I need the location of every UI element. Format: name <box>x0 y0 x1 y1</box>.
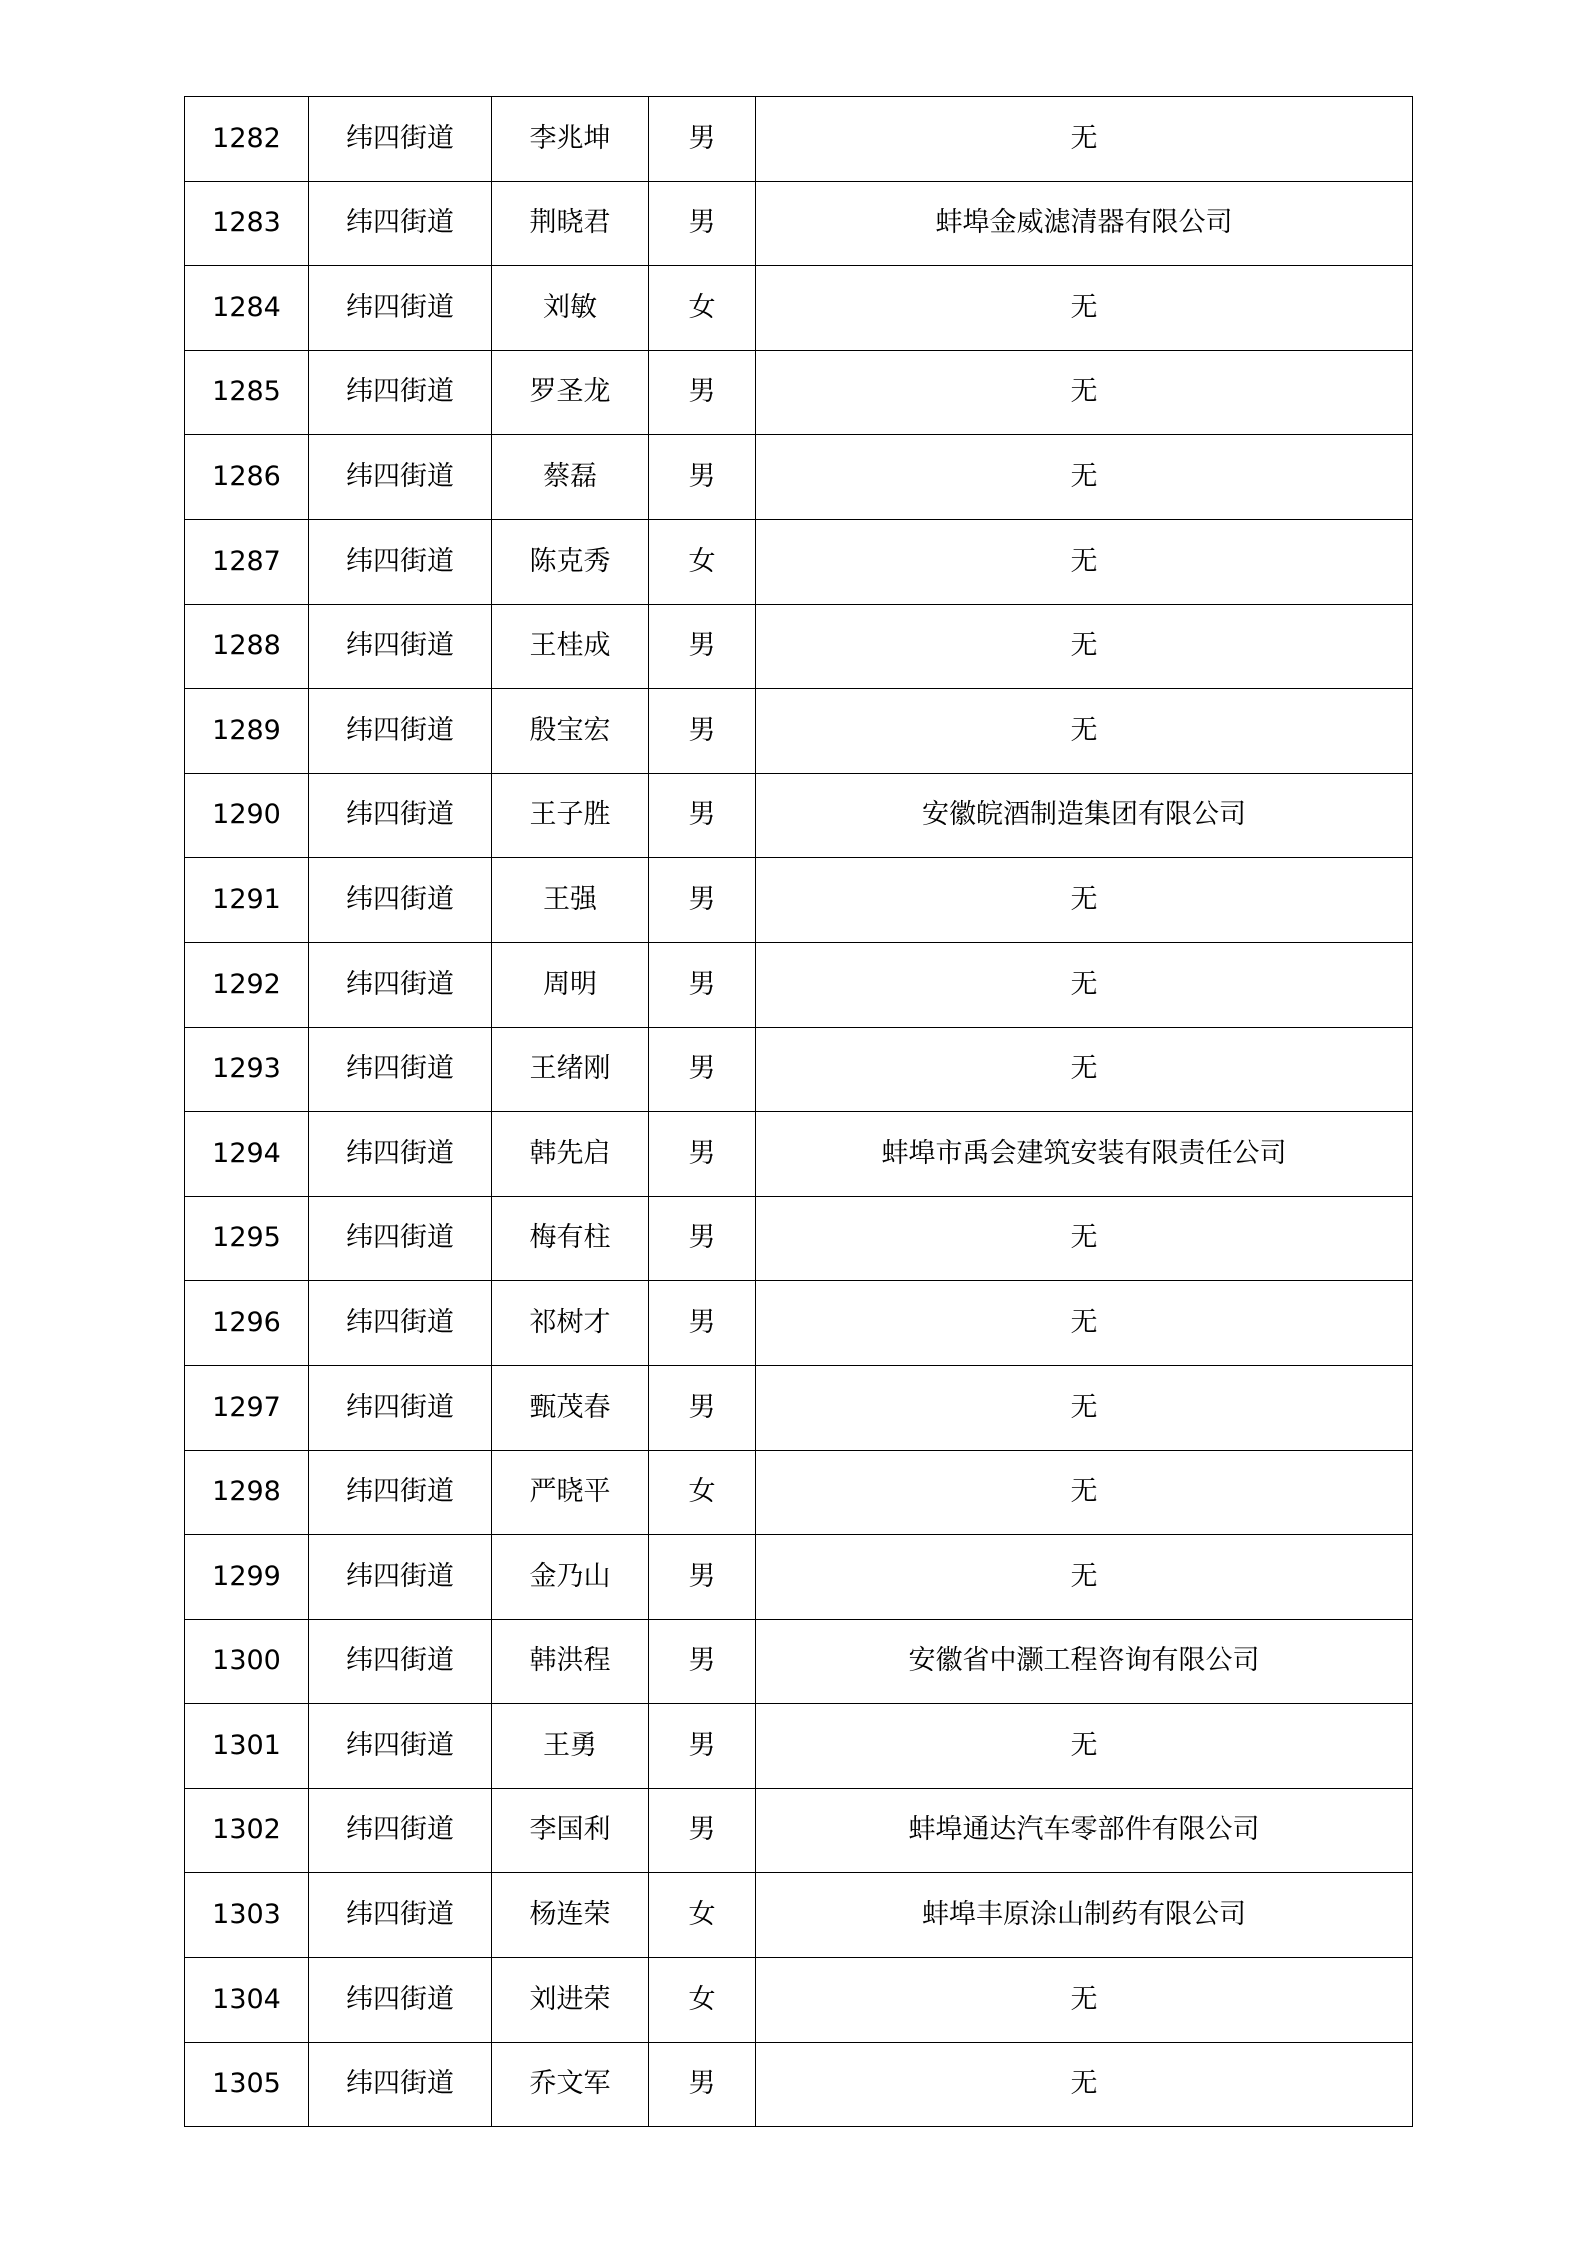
cell-number: 1288 <box>185 604 309 689</box>
cell-street: 纬四街道 <box>309 604 492 689</box>
cell-street: 纬四街道 <box>309 942 492 1027</box>
roster-body <box>185 97 1413 2127</box>
cell-street: 纬四街道 <box>309 1281 492 1366</box>
cell-number: 1284 <box>185 266 309 351</box>
cell-gender: 男 <box>649 942 756 1027</box>
cell-number: 1286 <box>185 435 309 520</box>
cell-number: 1298 <box>185 1450 309 1535</box>
cell-street: 纬四街道 <box>309 1958 492 2043</box>
cell-street: 纬四街道 <box>309 1788 492 1873</box>
cell-organization: 蚌埠市禹会建筑安装有限责任公司 <box>756 1112 1413 1197</box>
cell-gender: 男 <box>649 1619 756 1704</box>
cell-number: 1297 <box>185 1365 309 1450</box>
cell-gender: 男 <box>649 858 756 943</box>
cell-gender: 男 <box>649 1535 756 1620</box>
cell-organization: 无 <box>756 604 1413 689</box>
cell-gender: 女 <box>649 1450 756 1535</box>
cell-gender: 男 <box>649 689 756 774</box>
cell-street: 纬四街道 <box>309 435 492 520</box>
cell-gender: 女 <box>649 519 756 604</box>
cell-organization: 无 <box>756 1281 1413 1366</box>
cell-gender: 女 <box>649 266 756 351</box>
cell-number: 1282 <box>185 97 309 182</box>
cell-number: 1292 <box>185 942 309 1027</box>
cell-street: 纬四街道 <box>309 1450 492 1535</box>
cell-street: 纬四街道 <box>309 97 492 182</box>
cell-name: 殷宝宏 <box>492 689 649 774</box>
cell-name: 王子胜 <box>492 773 649 858</box>
cell-street: 纬四街道 <box>309 1704 492 1789</box>
cell-number: 1299 <box>185 1535 309 1620</box>
cell-organization: 无 <box>756 519 1413 604</box>
cell-gender: 男 <box>649 97 756 182</box>
table-row <box>185 1958 1413 2043</box>
cell-name: 甄茂春 <box>492 1365 649 1450</box>
cell-organization: 无 <box>756 1196 1413 1281</box>
cell-name: 王绪刚 <box>492 1027 649 1112</box>
cell-number: 1296 <box>185 1281 309 1366</box>
cell-number: 1291 <box>185 858 309 943</box>
table-row <box>185 519 1413 604</box>
cell-number: 1283 <box>185 181 309 266</box>
roster-table <box>184 96 1413 2127</box>
table-row <box>185 266 1413 351</box>
cell-street: 纬四街道 <box>309 519 492 604</box>
table-row <box>185 1365 1413 1450</box>
cell-gender: 男 <box>649 1365 756 1450</box>
cell-street: 纬四街道 <box>309 1027 492 1112</box>
table-row <box>185 2042 1413 2127</box>
cell-street: 纬四街道 <box>309 1112 492 1197</box>
table-row <box>185 1112 1413 1197</box>
cell-gender: 男 <box>649 435 756 520</box>
cell-name: 韩洪程 <box>492 1619 649 1704</box>
cell-organization: 蚌埠金威滤清器有限公司 <box>756 181 1413 266</box>
cell-name: 蔡磊 <box>492 435 649 520</box>
cell-name: 刘敏 <box>492 266 649 351</box>
cell-street: 纬四街道 <box>309 1365 492 1450</box>
table-row <box>185 689 1413 774</box>
table-row <box>185 181 1413 266</box>
cell-name: 王强 <box>492 858 649 943</box>
cell-gender: 男 <box>649 181 756 266</box>
cell-gender: 男 <box>649 1112 756 1197</box>
table-row <box>185 1027 1413 1112</box>
table-row <box>185 1619 1413 1704</box>
table-row <box>185 97 1413 182</box>
cell-street: 纬四街道 <box>309 1619 492 1704</box>
cell-name: 金乃山 <box>492 1535 649 1620</box>
table-row <box>185 858 1413 943</box>
cell-number: 1285 <box>185 350 309 435</box>
cell-number: 1295 <box>185 1196 309 1281</box>
cell-name: 李国利 <box>492 1788 649 1873</box>
cell-number: 1300 <box>185 1619 309 1704</box>
cell-street: 纬四街道 <box>309 350 492 435</box>
cell-number: 1302 <box>185 1788 309 1873</box>
table-row <box>185 350 1413 435</box>
cell-gender: 男 <box>649 773 756 858</box>
cell-organization: 蚌埠通达汽车零部件有限公司 <box>756 1788 1413 1873</box>
cell-gender: 男 <box>649 2042 756 2127</box>
cell-organization: 无 <box>756 942 1413 1027</box>
cell-name: 刘进荣 <box>492 1958 649 2043</box>
cell-organization: 无 <box>756 1027 1413 1112</box>
cell-organization: 安徽省中灏工程咨询有限公司 <box>756 1619 1413 1704</box>
cell-name: 王桂成 <box>492 604 649 689</box>
cell-gender: 男 <box>649 350 756 435</box>
table-row <box>185 435 1413 520</box>
table-row <box>185 1788 1413 1873</box>
cell-name: 祁树才 <box>492 1281 649 1366</box>
cell-number: 1289 <box>185 689 309 774</box>
cell-name: 严晓平 <box>492 1450 649 1535</box>
cell-organization: 无 <box>756 1704 1413 1789</box>
cell-name: 陈克秀 <box>492 519 649 604</box>
cell-organization: 无 <box>756 1365 1413 1450</box>
cell-name: 罗圣龙 <box>492 350 649 435</box>
cell-number: 1294 <box>185 1112 309 1197</box>
table-row <box>185 1281 1413 1366</box>
table-row <box>185 604 1413 689</box>
cell-organization: 无 <box>756 266 1413 351</box>
table-row <box>185 1450 1413 1535</box>
cell-street: 纬四街道 <box>309 2042 492 2127</box>
cell-gender: 男 <box>649 604 756 689</box>
table-row <box>185 1704 1413 1789</box>
cell-name: 王勇 <box>492 1704 649 1789</box>
cell-organization: 无 <box>756 1535 1413 1620</box>
cell-street: 纬四街道 <box>309 266 492 351</box>
cell-gender: 女 <box>649 1958 756 2043</box>
cell-gender: 男 <box>649 1788 756 1873</box>
cell-name: 周明 <box>492 942 649 1027</box>
cell-organization: 无 <box>756 97 1413 182</box>
cell-number: 1304 <box>185 1958 309 2043</box>
cell-street: 纬四街道 <box>309 1196 492 1281</box>
cell-name: 乔文军 <box>492 2042 649 2127</box>
cell-street: 纬四街道 <box>309 773 492 858</box>
cell-street: 纬四街道 <box>309 1535 492 1620</box>
cell-street: 纬四街道 <box>309 689 492 774</box>
cell-gender: 女 <box>649 1873 756 1958</box>
cell-name: 韩先启 <box>492 1112 649 1197</box>
cell-name: 杨连荣 <box>492 1873 649 1958</box>
cell-organization: 无 <box>756 350 1413 435</box>
cell-organization: 蚌埠丰原涂山制药有限公司 <box>756 1873 1413 1958</box>
table-row <box>185 942 1413 1027</box>
cell-number: 1305 <box>185 2042 309 2127</box>
cell-organization: 无 <box>756 689 1413 774</box>
table-row <box>185 1535 1413 1620</box>
table-row <box>185 1196 1413 1281</box>
cell-gender: 男 <box>649 1027 756 1112</box>
cell-organization: 无 <box>756 435 1413 520</box>
table-row <box>185 773 1413 858</box>
cell-organization: 无 <box>756 1958 1413 2043</box>
cell-street: 纬四街道 <box>309 181 492 266</box>
cell-name: 荆晓君 <box>492 181 649 266</box>
cell-organization: 无 <box>756 1450 1413 1535</box>
cell-name: 李兆坤 <box>492 97 649 182</box>
cell-organization: 无 <box>756 858 1413 943</box>
cell-street: 纬四街道 <box>309 858 492 943</box>
cell-name: 梅有柱 <box>492 1196 649 1281</box>
cell-number: 1290 <box>185 773 309 858</box>
cell-organization: 安徽皖酒制造集团有限公司 <box>756 773 1413 858</box>
cell-gender: 男 <box>649 1196 756 1281</box>
cell-number: 1303 <box>185 1873 309 1958</box>
table-row <box>185 1873 1413 1958</box>
cell-street: 纬四街道 <box>309 1873 492 1958</box>
cell-number: 1287 <box>185 519 309 604</box>
cell-number: 1301 <box>185 1704 309 1789</box>
cell-organization: 无 <box>756 2042 1413 2127</box>
cell-gender: 男 <box>649 1281 756 1366</box>
cell-gender: 男 <box>649 1704 756 1789</box>
cell-number: 1293 <box>185 1027 309 1112</box>
